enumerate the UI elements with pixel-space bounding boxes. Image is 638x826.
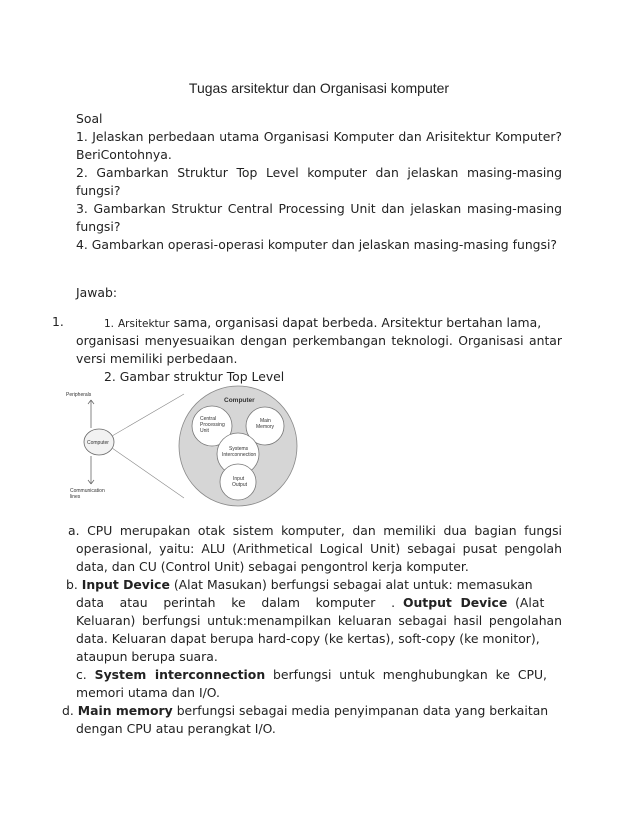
sysint-label-1: Systems [229, 446, 249, 452]
cpu-label-3: Unit [200, 428, 209, 434]
soal-heading: Soal [76, 111, 103, 126]
explanation-c-line-1 [76, 666, 547, 684]
document-title: Tugas arsitektur dan Organisasi komputer [188, 80, 450, 96]
top-level-structure-figure [64, 384, 298, 508]
memory-label-2: Memory [256, 424, 275, 430]
question-3-line-2: fungsi? [76, 219, 121, 234]
explanation-a-line-1: a. CPU merupakan otak sistem komputer, dan memiliki dua bagian fungsi [68, 523, 562, 538]
explanation-b-line-2-end: (Alat [507, 595, 545, 610]
explanation-a-line-2: operasional, yaitu: ALU (Arithmetical Logical Unit) sebagai pusat pengolah [76, 541, 562, 556]
explanation-b-line-1 [66, 576, 533, 594]
io-label-2: Output [232, 482, 248, 488]
explanation-b-line-2 [76, 594, 544, 612]
input-device-term: Input Device [81, 577, 170, 592]
explanation-c-prefix: c. [76, 667, 95, 682]
answer-1-line-1 [104, 314, 562, 333]
question-3-line-1: 3. Gambarkan Struktur Central Processing Unit dan jelaskan masing-masing [76, 201, 562, 216]
memory-label-1: Main [260, 418, 271, 424]
computer-title-label: Computer [224, 397, 255, 404]
answer-1-line-3: versi memiliki perbedaan. [76, 351, 238, 366]
question-2-line-1: 2. Gambarkan Struktur Top Level komputer dan jelaskan masing-masing [76, 165, 562, 180]
explanation-c-line-2: memori utama dan I/O. [76, 685, 220, 700]
question-1-line-2: BeriContohnya. [76, 147, 172, 162]
explanation-b-line-4: data. Keluaran dapat berupa hard-copy (ke kertas), soft-copy (ke monitor), [76, 631, 540, 646]
explanation-c-line-1-rest: berfungsi untuk menghubungkan ke CPU, [265, 667, 547, 682]
system-interconnection-term: System interconnection [94, 667, 266, 682]
explanation-b-line-2-start: data atau perintah ke dalam komputer . [76, 595, 403, 610]
answer-1-number: 1. [104, 318, 115, 330]
answer-1-line-2: organisasi menyesuaikan dengan perkembangan teknologi. Organisasi antar [76, 333, 562, 348]
question-1-line-1: 1. Jelaskan perbedaan utama Organisasi Komputer dan Arisitektur Komputer? [76, 129, 562, 144]
communication-label-2: lines [70, 494, 81, 500]
sysint-label-2: Interconnection [222, 452, 257, 458]
answer-1-term: Arsitektur [117, 318, 170, 330]
question-4: 4. Gambarkan operasi-operasi komputer dan jelaskan masing-masing fungsi? [76, 237, 558, 252]
explanation-d-line-1 [62, 702, 548, 720]
communication-label-1: Communication [70, 488, 105, 494]
explanation-d-line-2: dengan CPU atau perangkat I/O. [76, 721, 276, 736]
answer-1-line-1-rest: sama, organisasi dapat berbeda. Arsitektur bertahan lama, [173, 315, 542, 330]
peripherals-label: Peripherals [66, 392, 92, 398]
cpu-label-1: Central [200, 416, 217, 422]
cpu-label-2: Processing [200, 422, 225, 428]
explanation-a-line-3: data, dan CU (Control Unit) sebagai pengontrol kerja komputer. [76, 559, 469, 574]
explanation-b-line-1-rest: (Alat Masukan) berfungsi sebagai alat untuk: memasukan [169, 577, 533, 592]
computer-node-label: Computer [87, 440, 109, 446]
jawab-heading: Jawab: [76, 285, 118, 300]
explanation-b-prefix: b. [66, 577, 82, 592]
output-device-term: Output Device [402, 595, 508, 610]
question-2-line-2: fungsi? [76, 183, 121, 198]
explanation-d-line-1-rest: berfungsi sebagai media penyimpanan data yang berkaitan [172, 703, 549, 718]
io-label-1: Input [233, 476, 245, 482]
explanation-b-line-5: ataupun berupa suara. [76, 649, 218, 664]
answer-2-heading: 2. Gambar struktur Top Level [104, 369, 285, 384]
main-memory-term: Main memory [77, 703, 173, 718]
explanation-d-prefix: d. [62, 703, 78, 718]
outer-list-number: 1. [52, 314, 64, 329]
explanation-b-line-3: Keluaran) berfungsi untuk:menampilkan keluaran sebagai hasil pengolahan [76, 613, 562, 628]
top-level-structure-diagram [64, 384, 298, 508]
